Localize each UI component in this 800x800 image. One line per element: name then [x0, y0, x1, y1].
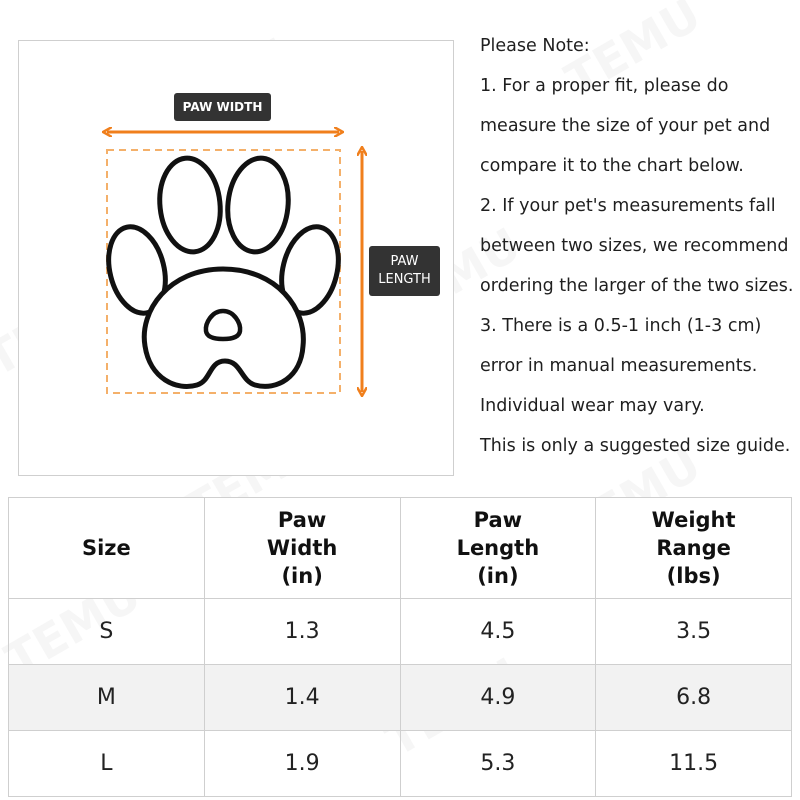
table-header-row	[9, 498, 792, 599]
cell-paw-width: 1.4	[204, 665, 400, 731]
table-row	[9, 731, 792, 797]
header-line: (in)	[281, 564, 323, 588]
note-line: This is only a suggested size guide.	[480, 436, 791, 456]
paw-toe	[223, 155, 292, 255]
header-line: (in)	[477, 564, 519, 588]
please-note-text	[480, 26, 800, 466]
note-line: 2. If your pet's measurements fall	[480, 196, 776, 216]
paw-diagram	[18, 40, 454, 476]
header-line: Width	[266, 536, 338, 560]
cell-paw-width: 1.3	[204, 599, 400, 665]
header-line: Length	[456, 536, 540, 560]
header-size	[9, 498, 205, 599]
paw-length-label	[369, 246, 440, 296]
header-paw-length	[400, 498, 596, 599]
cell-weight-range: 11.5	[596, 731, 792, 797]
header-line: Size	[81, 536, 131, 560]
cell-size: S	[9, 599, 205, 665]
cell-paw-width: 1.9	[204, 731, 400, 797]
note-line: between two sizes, we recommend	[480, 236, 789, 256]
table-row	[9, 665, 792, 731]
paw-toe	[155, 155, 224, 255]
cell-size: M	[9, 665, 205, 731]
note-line: measure the size of your pet and	[480, 116, 771, 136]
paw-length-label-line: PAW	[390, 254, 419, 269]
cell-weight-range: 6.8	[596, 665, 792, 731]
paw-inner-pad	[206, 311, 240, 339]
cell-paw-length: 4.5	[400, 599, 596, 665]
header-line: Range	[656, 536, 731, 560]
cell-paw-length: 4.9	[400, 665, 596, 731]
note-line: Individual wear may vary.	[480, 396, 705, 416]
table-row	[9, 599, 792, 665]
cell-weight-range: 3.5	[596, 599, 792, 665]
note-line: Please Note:	[480, 36, 590, 56]
cell-size: L	[9, 731, 205, 797]
header-line: Paw	[277, 508, 327, 532]
note-line: error in manual measurements.	[480, 356, 758, 376]
note-line: compare it to the chart below.	[480, 156, 744, 176]
note-line: 3. There is a 0.5-1 inch (1-3 cm)	[480, 316, 762, 336]
cell-paw-length: 5.3	[400, 731, 596, 797]
header-line: Weight	[651, 508, 736, 532]
header-line: Paw	[473, 508, 523, 532]
header-weight-range	[596, 498, 792, 599]
paw-length-label-line: LENGTH	[378, 272, 431, 287]
note-line: ordering the larger of the two sizes.	[480, 276, 794, 296]
header-paw-width	[204, 498, 400, 599]
size-chart-table	[8, 497, 792, 797]
header-line: (lbs)	[666, 564, 721, 588]
note-line: 1. For a proper fit, please do	[480, 76, 729, 96]
paw-width-label: PAW WIDTH	[174, 93, 271, 121]
